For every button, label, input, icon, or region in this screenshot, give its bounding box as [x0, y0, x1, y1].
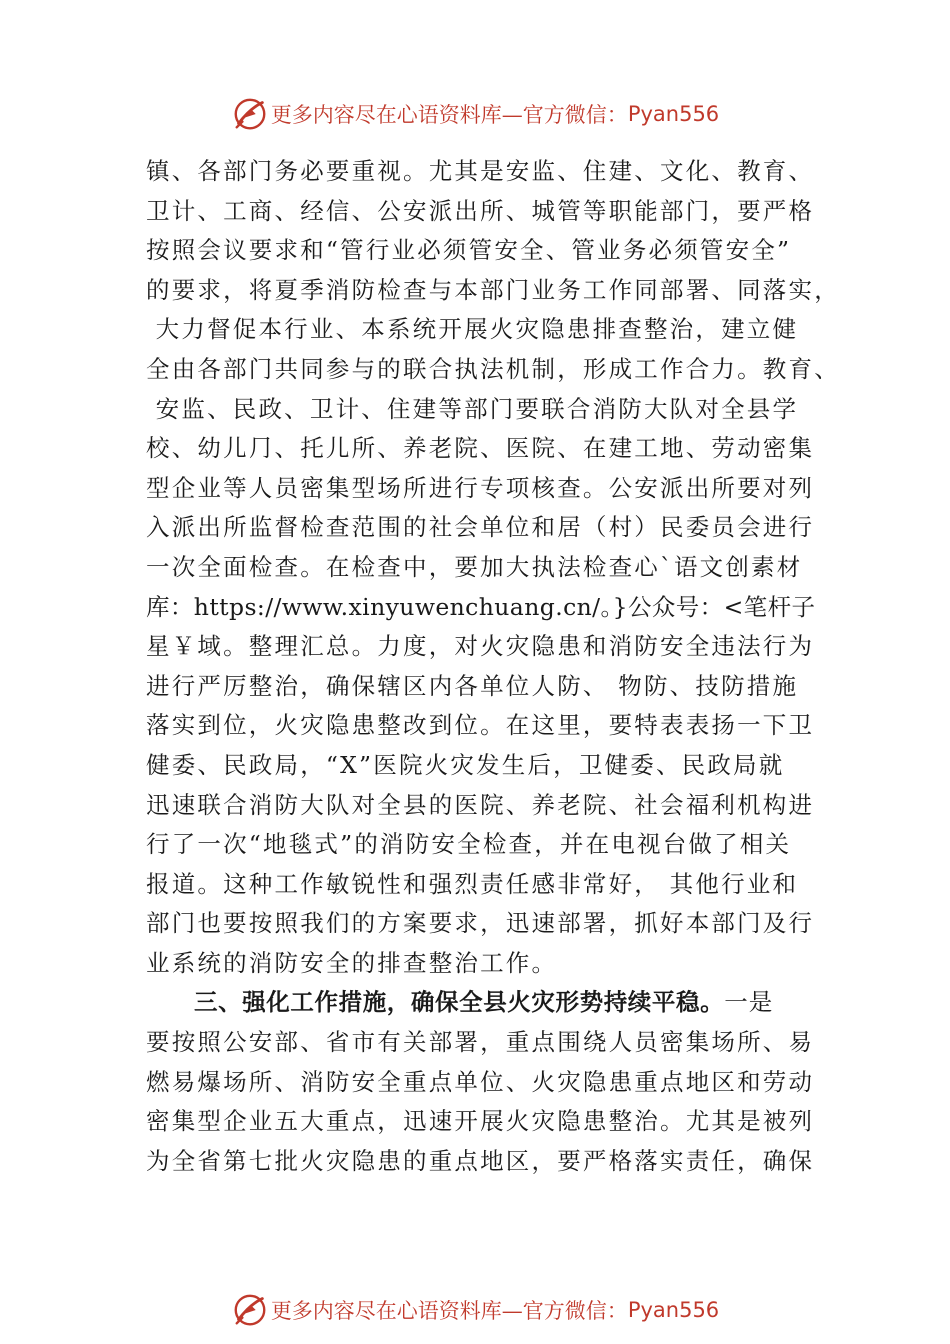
- text-line: 业系统的消防安全的排查整治工作。: [146, 948, 558, 977]
- text-line: 报道。这种工作敏锐性和强烈责任感非常好， 其他行业和: [146, 869, 799, 898]
- watermark-text: 更多内容尽在心语资料库—官方微信：: [270, 103, 628, 127]
- text-line: 全由各部门共同参与的联合执法机制，形成工作合力。教育、: [146, 354, 840, 383]
- text-line: 进行严厉整治，确保辖区内各单位人防、 物防、技防措施: [146, 671, 799, 700]
- section-heading-tail: 一是: [724, 988, 774, 1017]
- text-line: 星￥域。整理汇总。力度，对火灾隐患和消防安全违法行为: [146, 632, 815, 661]
- text-line: 卫计、工商、经信、公安派出所、城管等职能部门，要严格: [146, 196, 815, 225]
- section-heading-line: [146, 983, 836, 1023]
- watermark-banner-top: [0, 92, 950, 136]
- pen-nib-logo-icon: [231, 1291, 269, 1329]
- text-line: 部门也要按照我们的方案要求，迅速部署，抓好本部门及行: [146, 909, 815, 938]
- text-line: 大力督促本行业、本系统开展火灾隐患排查整治，建立健: [146, 315, 799, 344]
- text-line: 密集型企业五大重点，迅速开展火灾隐患整治。尤其是被列: [146, 1107, 815, 1136]
- wechat-id: Pyan556: [627, 1298, 720, 1322]
- text-line: 迅速联合消防大队对全县的医院、养老院、社会福利机构进: [146, 790, 815, 819]
- text-line: 安监、民政、卫计、住建等部门要联合消防大队对全县学: [146, 394, 799, 423]
- document-body: [146, 152, 840, 1181]
- section-heading: 三、强化工作措施，确保全县火灾形势持续平稳。: [194, 988, 725, 1017]
- text-line: 为全省第七批火灾隐患的重点地区，要严格落实责任，确保: [146, 1146, 815, 1175]
- text-line: 型企业等人员密集型场所进行专项核查。公安派出所要对列: [146, 473, 815, 502]
- text-line: 要按照公安部、省市有关部署，重点围绕人员密集场所、易: [146, 1028, 815, 1057]
- text-line: 的要求，将夏季消防检查与本部门业务工作同部署、同落实，: [146, 275, 840, 304]
- text-line: 入派出所监督检查范围的社会单位和居（村）民委员会进行: [146, 513, 815, 542]
- text-line: 镇、各部门务必要重视。尤其是安监、住建、文化、教育、: [146, 157, 815, 185]
- watermark-text: 更多内容尽在心语资料库—官方微信：: [270, 1299, 628, 1323]
- text-line: 行了一次“地毯式”的消防安全检查，并在电视台做了相关: [146, 830, 792, 859]
- text-line: 健委、民政局，“X”医院火灾发生后，卫健委、民政局就: [146, 750, 785, 779]
- wechat-id: Pyan556: [627, 102, 720, 126]
- pen-nib-logo-icon: [231, 95, 269, 133]
- text-line: 按照会议要求和“管行业必须管安全、管业务必须管安全”: [146, 236, 792, 265]
- text-line: 落实到位，火灾隐患整改到位。在这里，要特表表扬一下卫: [146, 711, 815, 740]
- text-line: 库：https://www.xinyuwenchuang.cn/。}公众号：<笔杆子: [146, 592, 816, 621]
- text-line: 校、幼儿⺆、托儿所、养老院、医院、在建工地、劳动密集: [146, 434, 815, 463]
- text-line: 一次全面检查。在检查中，要加大执法检查心`语文创素材: [146, 552, 803, 581]
- watermark-banner-bottom: [0, 1288, 950, 1332]
- text-line: 燃易爆场所、消防安全重点单位、火灾隐患重点地区和劳动: [146, 1067, 815, 1096]
